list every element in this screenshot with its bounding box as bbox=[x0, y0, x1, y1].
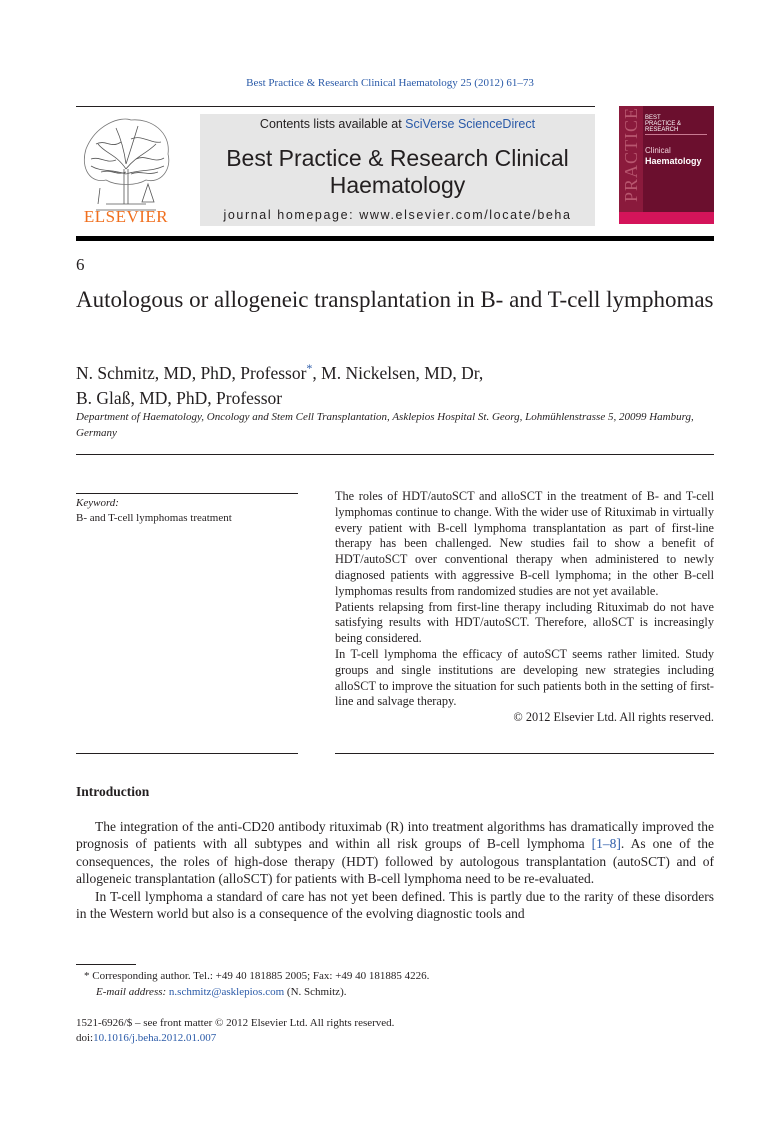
doi-prefix: doi: bbox=[76, 1032, 94, 1044]
front-matter-rule bbox=[76, 454, 714, 455]
sciencedirect-link[interactable]: SciVerse ScienceDirect bbox=[405, 117, 536, 131]
journal-title: Best Practice & Research Clinical Haematology bbox=[226, 145, 569, 198]
journal-reference[interactable]: Best Practice & Research Clinical Haematology 25 (2012) 61–73 bbox=[246, 77, 534, 89]
header-rule bbox=[76, 106, 595, 107]
footnote bbox=[76, 968, 716, 1000]
header-thick-rule bbox=[76, 236, 714, 241]
cover-vertical-word: PRACTICE bbox=[621, 106, 641, 202]
author-schmitz: N. Schmitz, MD, PhD, Professor bbox=[76, 362, 307, 383]
corresponding-author-marker[interactable]: * bbox=[306, 361, 313, 375]
introduction-body bbox=[76, 818, 714, 922]
abstract-rule-bottom bbox=[335, 753, 714, 754]
chapter-number: 6 bbox=[76, 255, 85, 274]
abstract-paragraph: Patients relapsing from first-line therapy including Rituximab do not have satisfying results with HDT/autoSCT. Therefore, alloSCT is increasingly being considered. bbox=[335, 599, 714, 646]
cover-clinical: Clinical bbox=[645, 146, 671, 155]
email-label: E-mail address: bbox=[96, 986, 169, 998]
cover-haematology: Haematology bbox=[645, 156, 702, 166]
cover-bottom-band bbox=[619, 212, 714, 224]
email-link[interactable]: n.schmitz@asklepios.com bbox=[168, 986, 285, 998]
elsevier-wordmark[interactable]: ELSEVIER bbox=[83, 207, 169, 226]
cover-divider bbox=[645, 134, 707, 135]
body-text: The integration of the anti-CD20 antibody rituximab (R) into treatment algorithms has dramatically improved the prognosis of patients with all subtypes and within all risk groups of B-cell lymphoma bbox=[76, 819, 714, 852]
journal-cover-thumbnail[interactable] bbox=[619, 106, 714, 224]
abstract bbox=[335, 489, 714, 726]
email-line bbox=[76, 984, 716, 1000]
doi-link[interactable]: 10.1016/j.beha.2012.01.007 bbox=[93, 1032, 217, 1044]
abstract-paragraph: The roles of HDT/autoSCT and alloSCT in the treatment of B- and T-cell lymphomas continue to change. With the wider use of Rituximab in virtually every patient with B-cell lymphoma transplantation as part of first-line therapy has been challenged. New studies fail to show a benefit of HDT/autoSCT over conventional therapy when administered to newly diagnosed patients with aggressive B-cell lymphoma; in the other B-cell lymphomas results from randomized studies are not yet available. bbox=[335, 489, 714, 598]
article-title: Autologous or allogeneic transplantation in B- and T-cell lymphomas bbox=[76, 287, 714, 312]
author-nickelsen: , M. Nickelsen, MD, Dr, bbox=[312, 362, 484, 383]
contents-line bbox=[200, 117, 595, 131]
keyword-rule-top bbox=[76, 493, 298, 494]
email-suffix: (N. Schmitz). bbox=[284, 986, 347, 998]
affiliation: Department of Haematology, Oncology and Stem Cell Transplantation, Asklepios Hospital St. Georg, Lohmühlenstrasse 5, 20099 Hamburg, Germany bbox=[76, 411, 694, 439]
journal-homepage-link[interactable]: journal homepage: www.elsevier.com/locate/beha bbox=[223, 208, 572, 222]
cover-best-text: BEST PRACTICE & RESEARCH bbox=[645, 115, 682, 133]
keyword-value: B- and T-cell lymphomas treatment bbox=[76, 512, 232, 524]
citation-link[interactable]: [1–8] bbox=[591, 836, 621, 852]
doi-line bbox=[76, 1031, 716, 1046]
corresponding-author-note: * Corresponding author. Tel.: +49 40 181885 2005; Fax: +49 40 181885 4226. bbox=[84, 970, 430, 982]
footnote-rule bbox=[76, 964, 136, 965]
author-glass: B. Glaß, MD, PhD, Professor bbox=[76, 387, 283, 408]
author-list bbox=[76, 356, 716, 411]
front-matter-line: 1521-6926/$ – see front matter © 2012 Elsevier Ltd. All rights reserved. bbox=[76, 1017, 395, 1029]
body-paragraph bbox=[76, 818, 714, 888]
contents-prefix: Contents lists available at bbox=[259, 117, 406, 131]
issn-block bbox=[76, 1016, 716, 1046]
abstract-paragraph: In T-cell lymphoma the efficacy of autoSCT seems rather limited. Study groups and single institutions are developing new strategies including alloSCT to improve the situation for such patients both in the setting of first-line and salvage therapy. bbox=[335, 646, 714, 709]
keyword-label: Keyword: bbox=[76, 497, 119, 509]
keyword-rule-bottom bbox=[76, 753, 298, 754]
body-paragraph: In T-cell lymphoma a standard of care has not yet been defined. This is partly due to the rarity of these disorders in the Western world but also is a consequence of the evolving diagnostic tools and bbox=[76, 888, 714, 922]
body-text: . As one of the consequences, the roles of high-dose therapy (HDT) followed by autologous transplantation (autoSCT) and of allogeneic transplantation (alloSCT) for patients with B-cell lymphoma need to be re-evaluated. bbox=[76, 836, 714, 887]
abstract-copyright: © 2012 Elsevier Ltd. All rights reserved. bbox=[513, 710, 714, 725]
section-heading-introduction: Introduction bbox=[76, 784, 150, 799]
